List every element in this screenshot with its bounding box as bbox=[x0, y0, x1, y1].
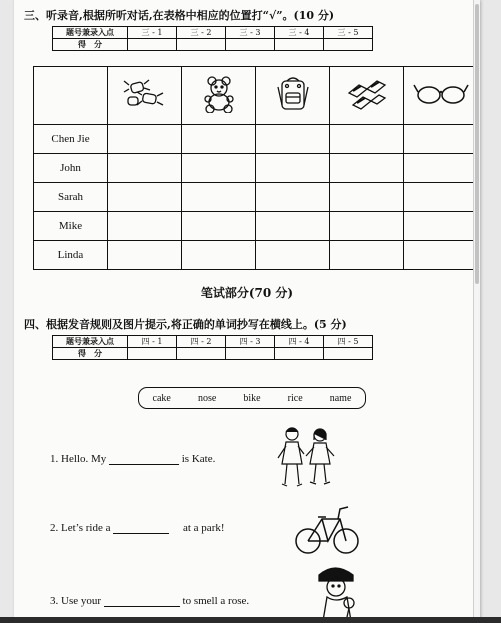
score-header: 题号兼录入点 bbox=[53, 336, 128, 348]
answer-cell[interactable] bbox=[404, 154, 478, 183]
answer-cell[interactable] bbox=[330, 241, 404, 270]
listening-grid bbox=[33, 66, 478, 270]
two-girls-icon bbox=[272, 424, 342, 492]
score-col: 四 - 1 bbox=[128, 336, 177, 348]
word-option: bike bbox=[243, 392, 261, 404]
score-col: 四 - 4 bbox=[275, 336, 324, 348]
sentence-prefix: Use your bbox=[61, 595, 102, 607]
teddy-bear-icon bbox=[182, 67, 256, 125]
books-icon bbox=[330, 67, 404, 125]
score-header: 题号兼录入点 bbox=[53, 27, 128, 39]
sentence-number: 2. bbox=[50, 522, 59, 534]
answer-cell[interactable] bbox=[108, 212, 182, 241]
score-col: 三 - 4 bbox=[275, 27, 324, 39]
bottom-bar bbox=[0, 617, 501, 623]
answer-cell[interactable] bbox=[404, 241, 478, 270]
word-option: cake bbox=[152, 392, 171, 404]
score-cell bbox=[275, 348, 324, 360]
answer-cell[interactable] bbox=[404, 125, 478, 154]
score-cell bbox=[324, 348, 373, 360]
score-col: 三 - 5 bbox=[324, 27, 373, 39]
sentence-prefix: Let’s ride a bbox=[61, 522, 111, 534]
score-col: 四 - 5 bbox=[324, 336, 373, 348]
answer-cell[interactable] bbox=[404, 212, 478, 241]
answer-cell[interactable] bbox=[256, 241, 330, 270]
girl-smelling-rose-icon bbox=[309, 565, 365, 623]
score-cell bbox=[275, 39, 324, 51]
scrollbar[interactable] bbox=[473, 0, 480, 623]
student-name: John bbox=[34, 154, 108, 183]
answer-cell[interactable] bbox=[330, 125, 404, 154]
student-name: Sarah bbox=[34, 183, 108, 212]
answer-cell[interactable] bbox=[182, 125, 256, 154]
score-col: 三 - 3 bbox=[226, 27, 275, 39]
answer-blank[interactable] bbox=[104, 594, 180, 607]
score-label: 得 分 bbox=[53, 348, 128, 360]
score-col: 三 - 1 bbox=[128, 27, 177, 39]
sentence-suffix: is Kate. bbox=[181, 453, 216, 465]
word-option: nose bbox=[197, 392, 217, 404]
section-title: 笔试部分(70 分) bbox=[200, 286, 294, 300]
score-cell bbox=[226, 39, 275, 51]
score-cell bbox=[128, 39, 177, 51]
answer-cell[interactable] bbox=[182, 241, 256, 270]
answer-blank[interactable] bbox=[113, 521, 169, 534]
glasses-icon bbox=[404, 67, 478, 125]
student-name: Chen Jie bbox=[34, 125, 108, 154]
q3-score-table bbox=[52, 26, 373, 51]
answer-cell[interactable] bbox=[182, 183, 256, 212]
answer-cell[interactable] bbox=[108, 154, 182, 183]
answer-cell[interactable] bbox=[330, 183, 404, 212]
sentence-number: 1. bbox=[50, 453, 59, 465]
answer-cell[interactable] bbox=[182, 154, 256, 183]
answer-blank[interactable] bbox=[109, 452, 179, 465]
score-cell bbox=[177, 348, 226, 360]
scrollbar-thumb[interactable] bbox=[475, 4, 479, 284]
worksheet-page bbox=[14, 0, 480, 623]
score-cell bbox=[128, 348, 177, 360]
answer-cell[interactable] bbox=[108, 183, 182, 212]
grid-corner bbox=[34, 67, 108, 125]
q4-score-table bbox=[52, 335, 373, 360]
student-name: Linda bbox=[34, 241, 108, 270]
sentence-3 bbox=[50, 594, 249, 607]
answer-cell[interactable] bbox=[330, 212, 404, 241]
backpack-icon bbox=[256, 67, 330, 125]
answer-cell[interactable] bbox=[108, 125, 182, 154]
sentence-number: 3. bbox=[50, 595, 59, 607]
q4-title: 四、根据发音规则及图片提示,将正确的单词抄写在横线上。(5 分) bbox=[24, 318, 347, 331]
score-col: 三 - 2 bbox=[177, 27, 226, 39]
answer-cell[interactable] bbox=[404, 183, 478, 212]
answer-cell[interactable] bbox=[182, 212, 256, 241]
score-label: 得 分 bbox=[53, 39, 128, 51]
answer-cell[interactable] bbox=[256, 183, 330, 212]
student-name: Mike bbox=[34, 212, 108, 241]
sentence-suffix: to smell a rose. bbox=[182, 595, 250, 607]
sentence-1 bbox=[50, 452, 215, 465]
sentence-2 bbox=[50, 521, 225, 534]
word-option: rice bbox=[287, 392, 303, 404]
candy-icon bbox=[108, 67, 182, 125]
sentence-suffix: at a park! bbox=[182, 522, 225, 534]
answer-cell[interactable] bbox=[256, 212, 330, 241]
word-option: name bbox=[329, 392, 352, 404]
score-cell bbox=[177, 39, 226, 51]
sentence-prefix: Hello. My bbox=[61, 453, 107, 465]
answer-cell[interactable] bbox=[256, 154, 330, 183]
score-col: 四 - 3 bbox=[226, 336, 275, 348]
score-cell bbox=[226, 348, 275, 360]
answer-cell[interactable] bbox=[256, 125, 330, 154]
score-col: 四 - 2 bbox=[177, 336, 226, 348]
score-cell bbox=[324, 39, 373, 51]
answer-cell[interactable] bbox=[108, 241, 182, 270]
answer-cell[interactable] bbox=[330, 154, 404, 183]
bicycle-icon bbox=[294, 499, 362, 559]
word-bank bbox=[138, 387, 366, 409]
q3-title: 三、听录音,根据所听对话,在表格中相应的位置打“√”。(10 分) bbox=[24, 9, 335, 22]
